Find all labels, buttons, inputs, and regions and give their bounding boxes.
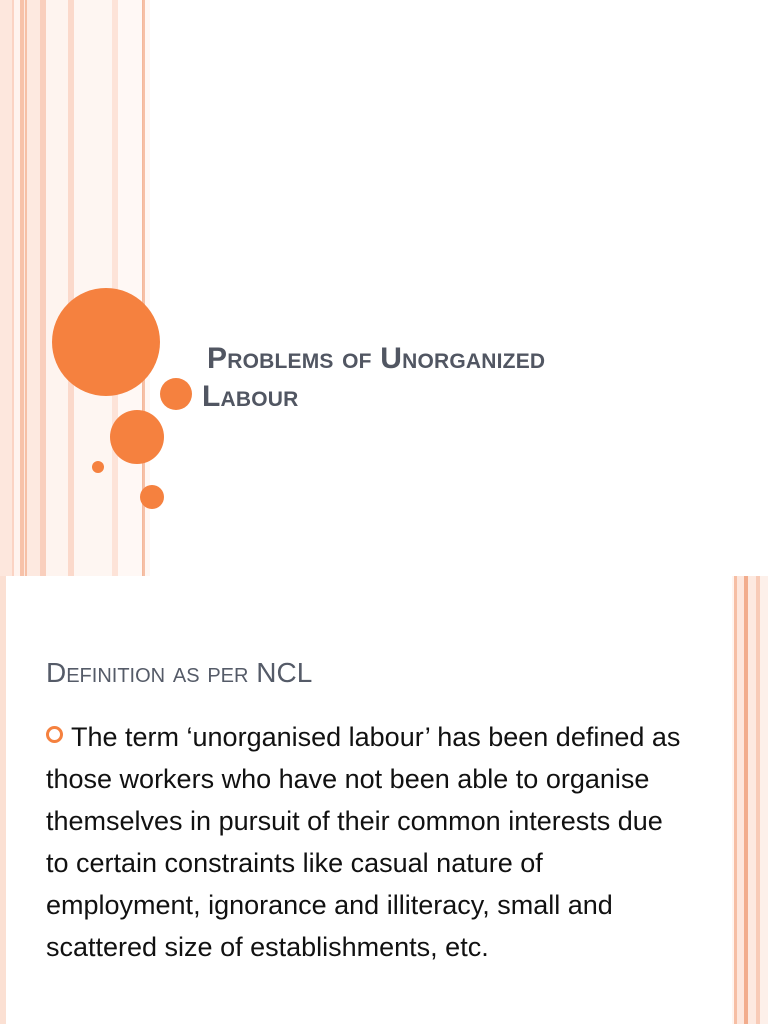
hollow-circle-bullet-icon (46, 726, 63, 743)
content-slide (0, 576, 768, 1024)
slide-title-line-1: Problems of Unorganized (207, 342, 546, 375)
decorative-stripe-band-right (732, 576, 768, 1024)
decorative-vertical-rule (25, 0, 27, 576)
decorative-circle-large (52, 288, 160, 396)
decorative-left-edge (0, 576, 6, 1024)
slide-title (202, 340, 672, 416)
bullet-item (46, 716, 686, 968)
decorative-circle-tiny (92, 461, 104, 473)
slide-title-line-2: Labour (202, 380, 299, 413)
decorative-circle-small (140, 485, 164, 509)
decorative-circle-medium (160, 378, 192, 410)
decorative-circle-mid (110, 410, 164, 464)
slide-heading: Definition as per NCL (46, 657, 313, 688)
bullet-item-text: The term ‘unorganised labour’ has been defined as those workers who have not been able to organise themselves in pursuit of their common interests due to certain constraints like casual nature of employment, ignorance and illiteracy, small and scattered size of establishments, etc. (46, 722, 681, 962)
decorative-stripe-band (0, 0, 150, 576)
